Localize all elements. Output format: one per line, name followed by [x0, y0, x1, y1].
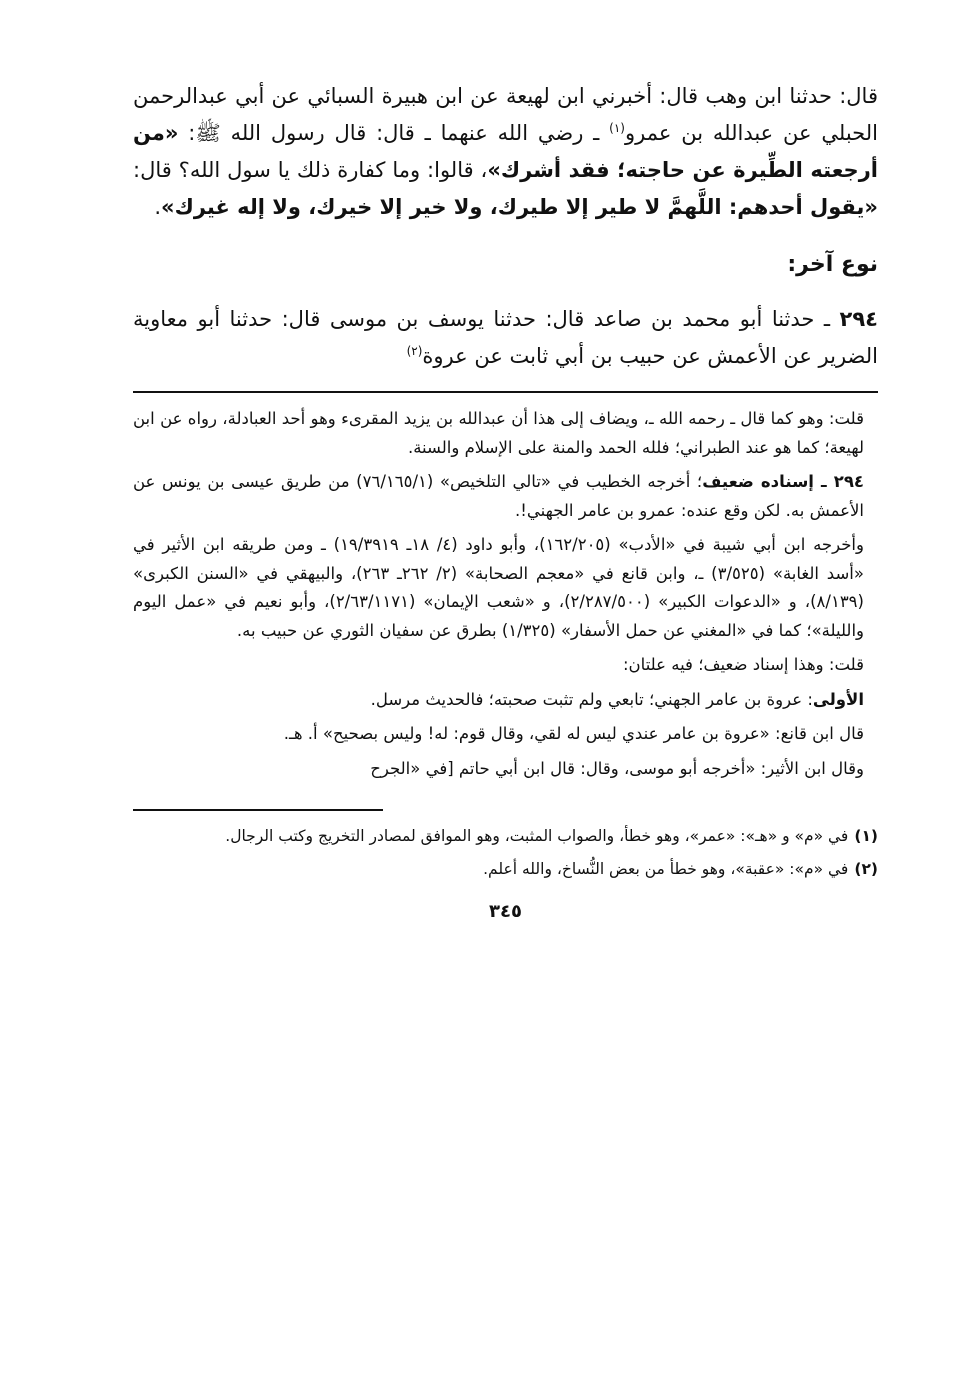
- page-number: ٣٤٥: [489, 901, 522, 922]
- p1-line1: قال: حدثنا ابن وهب قال: أخبرني ابن لهيعة عن ابن هبيرة السبائي عن أبي: [235, 84, 878, 108]
- hadith-quote-1: «من أرجعته الطِّيرة عن حاجته؛ فقد أشرك»: [133, 121, 878, 182]
- footnote-divider: [133, 809, 383, 811]
- commentary-divider: [133, 391, 878, 393]
- hadith-quote-2: «يقول أحدهم: اللَّهمَّ لا طير إلا طيرك، ولا خير إلا خيرك، ولا إله غيرك»: [161, 195, 878, 219]
- p1-line3b: ، قالوا: وما: [392, 158, 488, 182]
- paragraph-293: [133, 78, 878, 226]
- footnote-2-text: في «م»: «عقبة»، وهو خطأ من بعض النُّساخ، والله أعلم.: [483, 860, 849, 878]
- note-2-text: ؛ أخرجه الخطيب في «تالي التلخيص» (٧٦/١٦٥/١) من طريق عيسى بن يونس عن الأعمش به. لكن وقع عنده: عمرو بن عامر الجهني!.: [133, 472, 864, 520]
- commentary: [133, 405, 878, 783]
- hadith-number: ٢٩٤: [839, 307, 878, 331]
- note-5: [133, 686, 878, 715]
- p1-end: .: [154, 195, 161, 219]
- footnote-1-number: (١): [854, 827, 878, 845]
- note-7: وقال ابن الأثير: «أخرجه أبو موسى، وقال: قال ابن أبي حاتم [في «الجرح: [370, 758, 864, 778]
- note-4: قلت: وهذا إسناد ضعيف؛ فيه علتان:: [623, 655, 864, 674]
- note-6: قال ابن قانع: «عروة بن عامر عندي ليس له لقي، وقال قوم: له! وليس بصحيح» أ. هـ.: [283, 724, 864, 743]
- footnote-1-text: في «م» و «هـ»: «عمر»، وهو خطأ، والصواب المثبت، وهو الموافق لمصادر التخريج وكتب الرجال.: [225, 827, 849, 845]
- main-text: [133, 78, 878, 375]
- footnote-ref-2[interactable]: (٢): [406, 344, 423, 358]
- note-5-label: الأولى: [812, 689, 864, 709]
- p1-line4a: كفارة ذلك يا سول الله؟ قال:: [133, 158, 386, 182]
- page: [133, 78, 878, 922]
- p2-text: ـ حدثنا أبو محمد بن صاعد قال: حدثنا يوسف بن موسى قال: حدثنا أبو معاوية الضرير عن الأعمش عن حبيب بن أبي ثابت عن عروة: [133, 307, 878, 368]
- p1-line2b: ـ رضي الله عنهما ـ قال: قال: [334, 121, 610, 145]
- note-2: [133, 468, 878, 525]
- footnote-2: [133, 856, 878, 883]
- footnote-ref-1[interactable]: (١): [609, 121, 625, 135]
- footnote-1: [133, 823, 878, 850]
- p1-line2a: عبدالرحمن الحبلي عن عبدالله بن عمرو: [133, 84, 878, 145]
- note-2-verdict: ـ إسناده ضعيف: [702, 472, 834, 491]
- section-heading: نوع آخر:: [787, 252, 878, 277]
- note-5-text: : عروة بن عامر الجهني؛ تابعي ولم تثبت صحبته؛ فالحديث مرسل.: [370, 689, 813, 709]
- paragraph-294: [133, 301, 878, 375]
- note-2-number: ٢٩٤: [833, 472, 864, 491]
- p1-line3a: رسول الله ﷺ:: [178, 121, 325, 145]
- note-1: قلت: وهو كما قال ـ رحمه الله ـ، ويضاف إلى هذا أن عبدالله بن يزيد المقرىء وهو أحد العبادلة، رواه عن ابن لهيعة؛ كما هو عند الطبراني؛ فلله الحمد والمنة على الإسلام والسنة.: [133, 409, 864, 457]
- footnotes: [133, 823, 878, 883]
- note-3: وأخرجه ابن أبي شيبة في «الأدب» (١٦٢/٢٠٥)، وأبو داود (٤/ ١٨ـ ١٩/٣٩١٩) ـ ومن طريقه ابن الأثير في «أسد الغابة» (٣/٥٢٥) ـ، وابن قانع في «معجم الصحابة» (٢/ ٢٦٢ـ ٢٦٣)، والبيهقي في «السنن الكبرى» (٨/١٣٩)، و «الدعوات الكبير» (٢/٢٨٧/٥٠٠)، و «شعب الإيمان» (٢/٦٣/١١٧١)، وأبو نعيم في «عمل اليوم والليلة»؛ كما في «المغني عن حمل الأسفار» (١/٣٢٥) بطرق عن سفيان الثوري عن حبيب به.: [133, 535, 864, 640]
- footnote-2-number: (٢): [854, 860, 878, 878]
